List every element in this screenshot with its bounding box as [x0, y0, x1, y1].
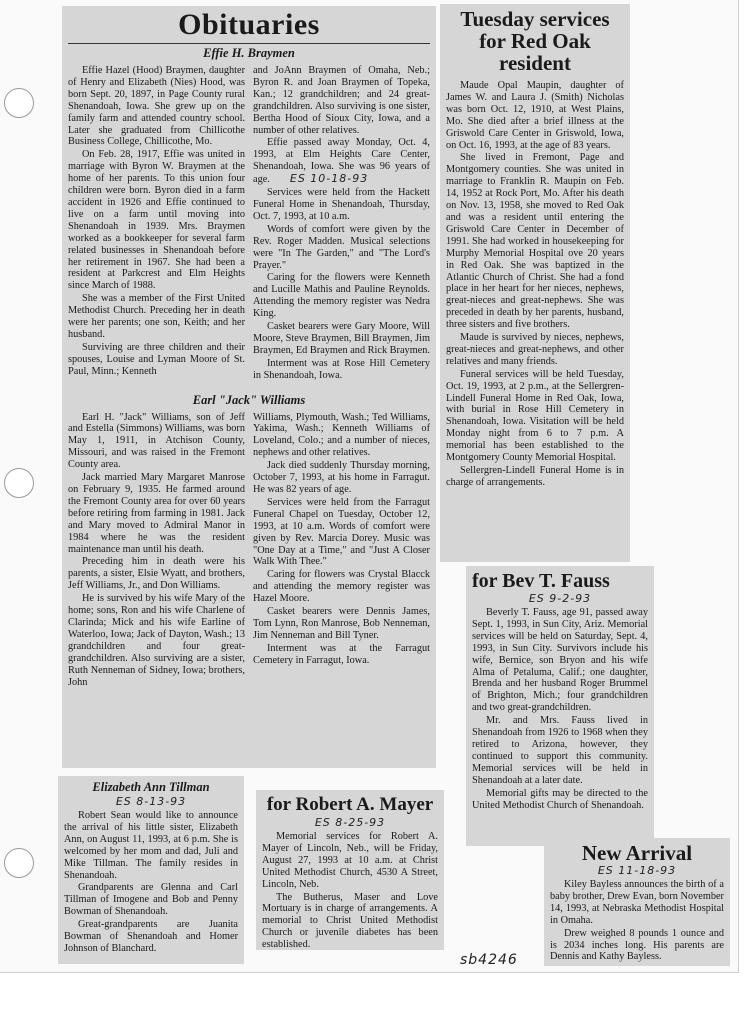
paragraph: Preceding him in death were his parents, a sister, Elsie Wyatt, and brothers, Jeff Williams, Jr., and Don Williams.	[68, 556, 245, 592]
maupin-headline: Tuesday services for Red Oak resident	[460, 7, 610, 75]
paragraph: Funeral services will be held Tuesday, Oct. 19, 1993, at 2 p.m., at the Sellergren-Lindell Funeral Home in Red Oak, Iowa, with burial in Rose Hill Cemetery in Shenandoah, Iowa. Visitation will be held Monday night from 6 to 7 p.m. A memorial has been established to the Montgomery County Memorial Hospital.	[446, 368, 624, 464]
handwritten-date: ES 9-2-93	[528, 592, 592, 605]
paragraph: and JoAnn Braymen of Omaha, Neb.; Byron R. and Joan Braymen of Topeka, Kan.; 12 grandchildren; and 24 great-grandchildren. Also surviving is one sister, Bertha Hood of Sioux City, Iowa, and a number of other relatives.	[253, 65, 430, 136]
obituaries-clipping	[62, 6, 436, 768]
paragraph: Beverly T. Fauss, age 91, passed away Sept. 1, 1993, in Sun City, Ariz. Memorial services will be held on Saturday, Sept. 4, 1993, in Sun City. Survivors include his wife, Bernice, son Bryon and his wife Alma of Petaluma, Calif.; one daughter, Brenda and her husband Roger Brummel of Brighton, Mich.; four grandchildren and two great-grandchildren.	[472, 607, 648, 714]
paragraph: Effie Hazel (Hood) Braymen, daughter of Henry and Elizabeth (Nies) Hood, was born Sept. 20, 1897, in Page County rural Shenandoah, Iowa. She grew up on the family farm and attended country school. Later she graduated from Chillicothe Business College, Chillicothe, Mo.	[68, 65, 245, 148]
paragraph: Sellergren-Lindell Funeral Home is in charge of arrangements.	[446, 465, 624, 488]
obituaries-header: Obituaries	[178, 8, 320, 41]
paragraph: Maude Opal Maupin, daughter of James W. and Laura J. (Smith) Nicholas was born Oct. 12, 1910, at West Plains, Mo. She died after a brief illness at the Griswold Care Center in Griswold, Iowa, on Oct. 16, 1993, at the age of 83 years.	[446, 80, 624, 151]
fauss-headline: for Bev T. Fauss	[472, 570, 610, 592]
handwritten-date: ES 8-25-93	[314, 816, 386, 829]
paragraph: Memorial services for Robert A. Mayer of Lincoln, Neb., will be Friday, August 27, 1993 at 10 a.m. at Christ United Methodist Church, 4530 A Street, Lincoln, Neb.	[262, 831, 438, 890]
punch-hole	[4, 468, 34, 498]
paragraph: Drew weighed 8 pounds 1 ounce and is 2034 inches long. His parents are Dennis and Kathy Bayless.	[550, 927, 724, 963]
paragraph: Casket bearers were Dennis James, Tom Lynn, Ron Manrose, Bob Nenneman, Jim Nenneman and Bill Tyner.	[253, 606, 430, 641]
paragraph: The Butherus, Maser and Love Mortuary is in charge of arrangements. A memorial to Christ United Methodist Church or juvenile diabetes has been established.	[262, 891, 438, 950]
paragraph: Kiley Bayless announces the birth of a baby brother, Drew Evan, born November 14, 1993, at Nebraska Methodist Hospital in Omaha.	[550, 879, 724, 926]
paragraph: Caring for the flowers were Kenneth and Lucille Mathis and Pauline Reynolds. Attending the memory register was Nedra King.	[253, 272, 430, 320]
paragraph: Jack married Mary Margaret Manrose on February 9, 1935. He farmed around the Fremont County area for over 60 years before retiring from farming in 1981. Jack and Mary moved to Admiral Manor in 1984 where he was the resident maintenance man until his death.	[68, 472, 245, 555]
braymen-col-1	[68, 65, 245, 383]
punch-hole	[4, 88, 34, 118]
new-arrival-clipping	[544, 838, 730, 966]
braymen-name: Effie H. Braymen	[203, 46, 295, 60]
braymen-body	[68, 65, 430, 383]
paragraph: Interment was at the Farragut Cemetery in Farragut, Iowa.	[253, 642, 430, 666]
mayer-headline: for Robert A. Mayer	[266, 794, 434, 815]
paragraph: Grandparents are Glenna and Carl Tillman of Imogene and Bob and Penny Bowman of Shenandoah.	[64, 882, 238, 918]
paragraph: Earl H. "Jack" Williams, son of Jeff and Estella (Simmons) Williams, was born May 1, 1911, in Atchison County, Missouri, and was raised in the Fremont County area.	[68, 411, 245, 471]
braymen-col-2	[253, 65, 430, 383]
paragraph: She lived in Fremont, Page and Montgomery counties. She was united in marriage to Franklin R. Maupin on Feb. 14, 1952 at Rock Port, Mo. After his death on Nov. 13, 1958, she moved to Red Oak and was a resident until entering the Griswold Care Center in December of 1991. She had worked in housekeeping for Murphy Memorial Hospital ove 20 years in Red Oak. She was baptized in the Atlantic Church of Christ. She had a fond place in her heart for her nieces, nephews, great-nieces and great-nephews. She was preceded in death by her parents, husband, three sisters and five brothers.	[446, 152, 624, 331]
williams-body	[68, 412, 430, 690]
paragraph: She was a member of the First United Methodist Church. Preceding her in death were her parents; one son, Keith; and her husband.	[68, 293, 245, 340]
new-arrival-headline: New Arrival	[581, 841, 693, 865]
catalog-number: sb4246	[460, 952, 518, 968]
paragraph: On Feb. 28, 1917, Effie was united in marriage with Byron W. Braymen at the home of her parents. To this union four children were born. Byron died in a farm accident in 1926 and Effie continued to live on a farm until moving into Shenandoah in 1939. Mrs. Braymen worked as a bookkeeper for several farm related businesses in Shenandoah before her retirement in 1967. She had been a resident at Parkcrest and Elm Heights since March of 1988.	[68, 149, 245, 292]
fauss-clipping	[466, 566, 654, 846]
williams-col-1	[68, 412, 245, 690]
paragraph-text: Effie passed away Monday, Oct. 4, 1993, at Elm Heights Care Center, Shenandoah, Iowa. She was 96 years of age.	[253, 137, 430, 186]
paragraph: Services were held from the Farragut Funeral Chapel on Tuesday, October 12, 1993, at 10 a.m. Words of comfort were given by Rev. Marcia Dorey. Music was "One Day at a Time," and "Just A Closer Walk With Thee."	[253, 496, 430, 568]
header-rule	[68, 43, 430, 44]
paragraph: Services were held from the Hackett Funeral Home in Shenandoah, Thursday, Oct. 7, 1993, at 10 a.m.	[253, 187, 430, 222]
paragraph: Mr. and Mrs. Fauss lived in Shenandoah from 1926 to 1968 when they retired to Arizona, however, they continued to support this community. Memorial services will be held in Shenandoah at a later date.	[472, 715, 648, 786]
paragraph: Memorial gifts may be directed to the United Methodist Church of Shenandoah.	[472, 787, 648, 811]
paragraph	[253, 137, 430, 186]
williams-name: Earl "Jack" Williams	[192, 392, 306, 407]
punch-hole	[4, 848, 34, 878]
paragraph: Maude is survived by nieces, nephews, great-nieces and great-nephews, and other relatives and many friends.	[446, 332, 624, 367]
handwritten-date: ES 11-18-93	[597, 864, 677, 877]
paragraph: He is survived by his wife Mary of the home; sons, Ron and his wife Charlene of Clarinda; Mick and his wife Earline of Waterloo, Iowa; Jack of Dayton, Wash.; 13 grandchildren and four great-grandchildren. Also surviving are a sister, Ruth Nenneman of Sidney, Iowa; brothers, John	[68, 593, 245, 688]
paragraph: Williams, Plymouth, Wash.; Ted Williams, Yakima, Wash.; Kenneth Williams of Loveland, Colo.; and a number of nieces, nephews and other relatives.	[253, 411, 430, 459]
paragraph: Robert Sean would like to announce the arrival of his little sister, Elizabeth Ann, on August 11, 1993, at 6 p.m. She is welcomed by her mom and dad, Juli and Mike Tillman. The family resides in Shenandoah.	[64, 810, 238, 881]
paragraph: Jack died suddenly Thursday morning, October 7, 1993, at his home in Farragut. He was 82 years of age.	[253, 460, 430, 495]
paragraph: Words of comfort were given by the Rev. Roger Madden. Musical selections were "In The Garden," and "The Lord's Prayer."	[253, 223, 430, 271]
paragraph: Casket bearers were Gary Moore, Will Moore, Steve Braymen, Bill Braymen, Jim Braymen, Ed Braymen and Rick Braymen.	[253, 321, 431, 356]
handwritten-date: ES 10-18-93	[289, 172, 369, 186]
handwritten-date: ES 8-13-93	[115, 795, 187, 808]
williams-col-2	[253, 412, 430, 690]
paragraph: Great-grandparents are Juanita Bowman of Shenandoah and Homer Johnson of Blanchard.	[64, 919, 238, 954]
maupin-clipping	[440, 4, 630, 562]
tillman-headline: Elizabeth Ann Tillman	[92, 780, 210, 794]
tillman-clipping	[58, 776, 244, 964]
paragraph: Caring for flowers was Crystal Blacck and attending the memory register was Hazel Moore.	[253, 569, 430, 605]
mayer-clipping	[256, 790, 444, 950]
paragraph: Interment was at Rose Hill Cemetery in Shenandoah, Iowa.	[253, 357, 430, 381]
paragraph: Surviving are three children and their spouses, Louise and Lyman Moore of St. Paul, Minn.; Kenneth	[68, 341, 245, 377]
